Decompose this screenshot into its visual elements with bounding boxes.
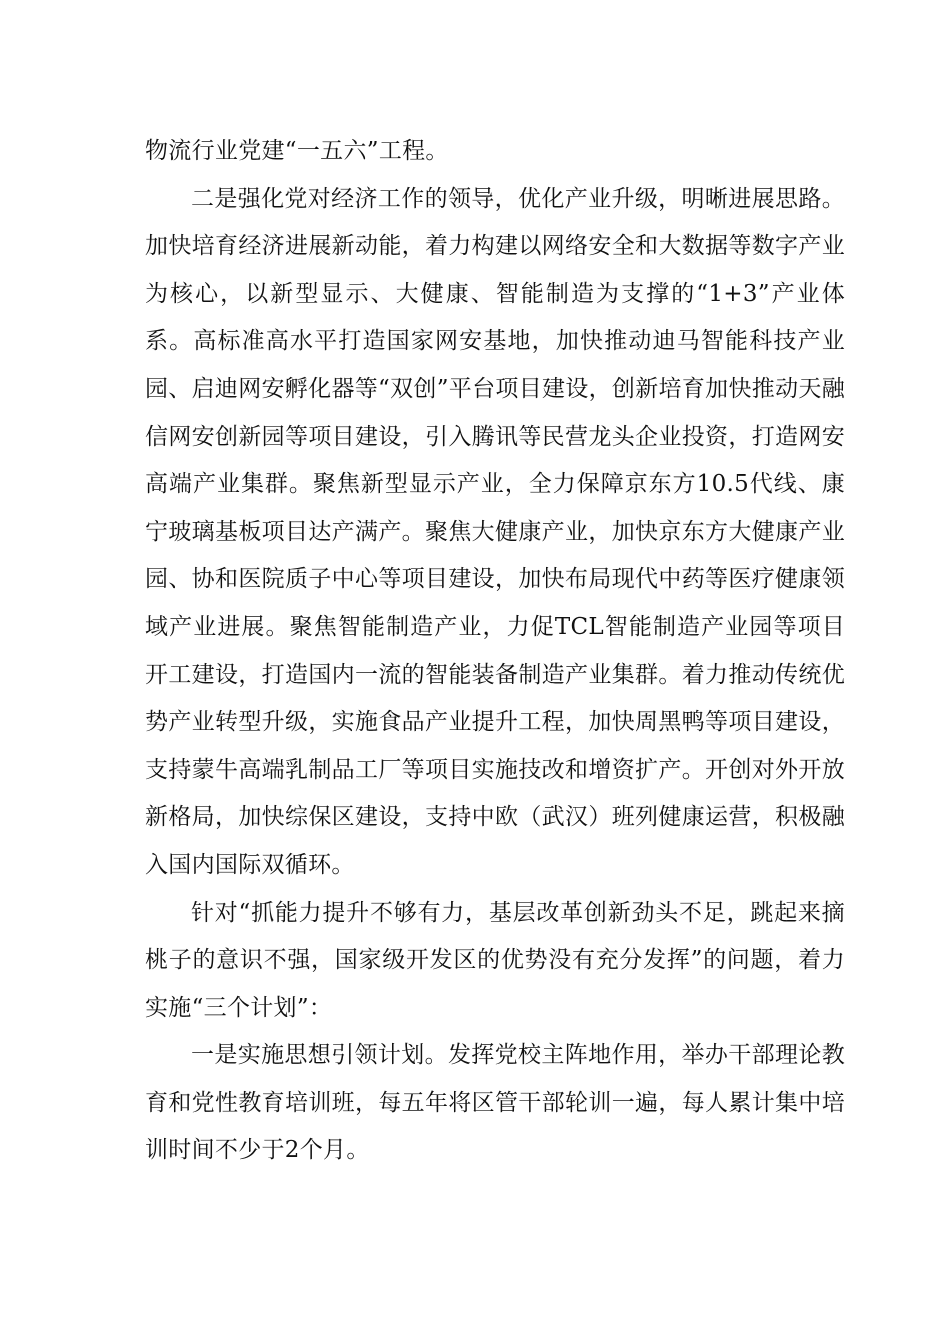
paragraph-economic-leadership: 二是强化党对经济工作的领导，优化产业升级，明晰进展思路。加快培育经济进展新动能，着力构建以网络安全和大数据等数字产业为核心，以新型显示、大健康、智能制造为支撑的“1+3”产业体系。高标准高水平打造国家网安基地，加快推动迪马智能科技产业园、启迪网安孵化器等“双创”平台项目建设，创新培育加快推动天融信网安创新园等项目建设，引入腾讯等民营龙头企业投资，打造网安高端产业集群。聚焦新型显示产业，全力保障京东方10.5代线、康宁玻璃基板项目达产满产。聚焦大健康产业，加快京东方大健康产业园、协和医院质子中心等项目建设，加快布局现代中药等医疗健康领域产业进展。聚焦智能制造产业，力促TCL智能制造产业园等项目开工建设，打造国内一流的智能装备制造产业集群。着力推动传统优势产业转型升级，实施食品产业提升工程，加快周黑鸭等项目建设，支持蒙牛高端乳制品工厂等项目实施技改和增资扩产。开创对外开放新格局，加快综保区建设，支持中欧（武汉）班列健康运营，积极融入国内国际双循环。 xyxy=(145,185,845,878)
paragraph-thought-leadership-plan: 一是实施思想引领计划。发挥党校主阵地作用，举办干部理论教育和党性教育培训班，每五年将区管干部轮训一遍，每人累计集中培训时间不少于2个月。 xyxy=(145,1042,845,1164)
document-body xyxy=(145,128,845,1175)
paragraph-problem-statement: 针对“抓能力提升不够有力，基层改革创新劲头不足，跳起来摘桃子的意识不强，国家级开发区的优势没有充分发挥”的问题，着力实施“三个计划”： xyxy=(145,899,845,1021)
paragraph-continuation: 物流行业党建“一五六”工程。 xyxy=(145,138,449,164)
